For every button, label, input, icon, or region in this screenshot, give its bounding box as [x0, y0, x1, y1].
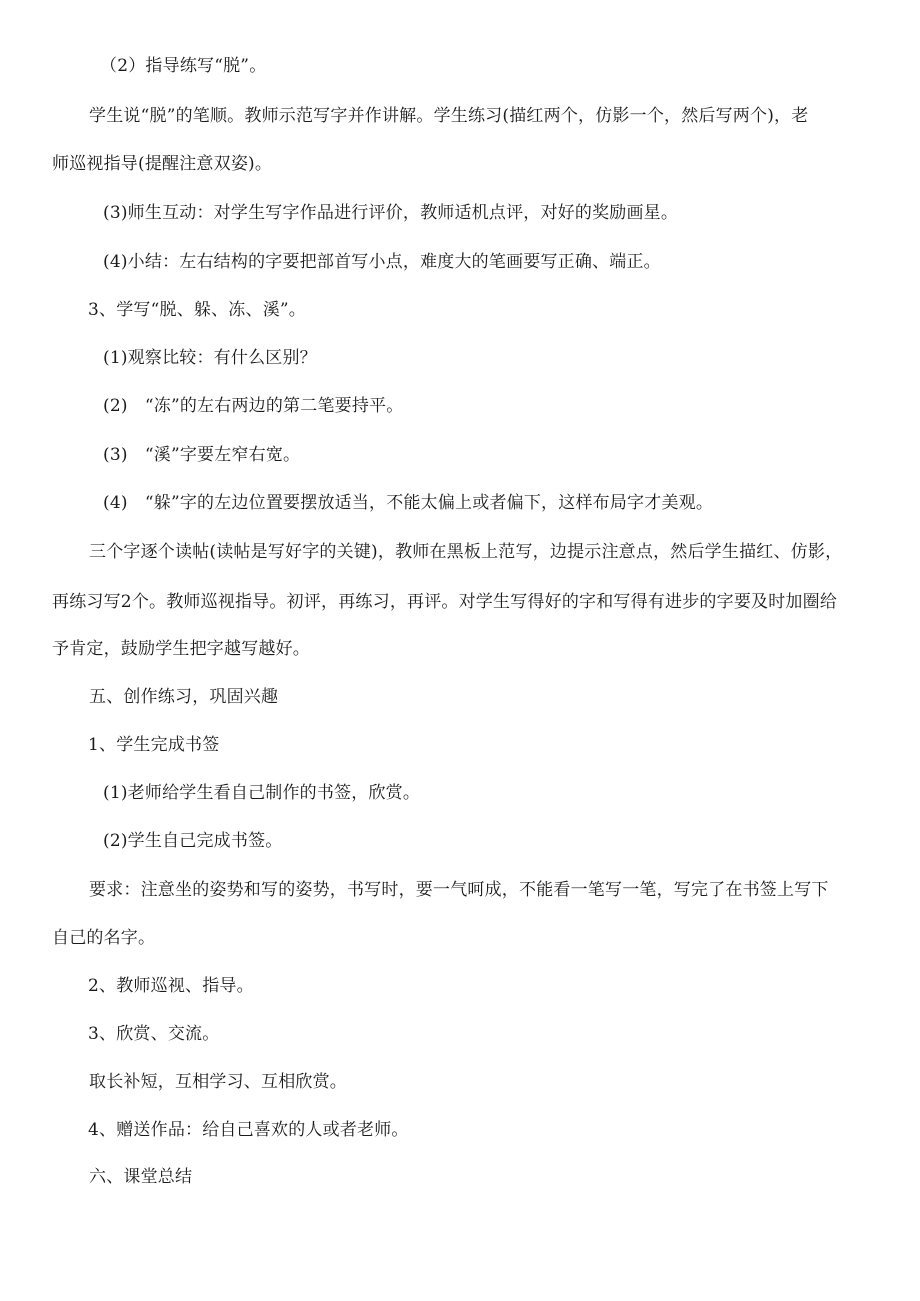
- paragraph-line: 予肯定，鼓励学生把字越写越好。: [52, 639, 310, 659]
- subsection-heading: 3、欣赏、交流。: [88, 1024, 220, 1044]
- list-item: (1)老师给学生看自己制作的书签，欣赏。: [103, 783, 421, 803]
- list-item: (2)学生自己完成书签。: [103, 831, 283, 851]
- paragraph-line: 自己的名字。: [52, 928, 156, 948]
- paragraph-line: 取长补短，互相学习、互相欣赏。: [89, 1072, 347, 1092]
- list-item: (2) “冻”的左右两边的第二笔要持平。: [103, 396, 404, 416]
- list-item: (4) “躲”字的左边位置要摆放适当，不能太偏上或者偏下，这样布局字才美观。: [103, 493, 714, 513]
- section-3-heading: 3、学写“脱、躲、冻、溪”。: [88, 300, 306, 320]
- paragraph-line: 要求：注意坐的姿势和写的姿势，书写时，要一气呵成，不能看一笔写一笔，写完了在书签上写下: [89, 880, 829, 900]
- section-6-heading: 六、课堂总结: [89, 1167, 193, 1187]
- subitem-4: (4)小结：左右结构的字要把部首写小点，难度大的笔画要写正确、端正。: [103, 252, 661, 272]
- subsection-heading: 1、学生完成书签: [88, 735, 220, 755]
- list-item: (3) “溪”字要左窄右宽。: [103, 445, 301, 465]
- section-5-heading: 五、创作练习，巩固兴趣: [89, 687, 279, 707]
- subitem-3: (3)师生互动：对学生写字作品进行评价，教师适机点评，对好的奖励画星。: [103, 203, 679, 223]
- paragraph-line: 再练习写2个。教师巡视指导。初评，再练习，再评。对学生写得好的字和写得有进步的字要及时加圈给: [52, 592, 838, 612]
- list-item: (1)观察比较：有什么区别？: [103, 348, 317, 368]
- paragraph-line: 学生说“脱”的笔顺。教师示范写字并作讲解。学生练习(描红两个，仿影一个，然后写两个)，老: [89, 106, 809, 126]
- subitem-2-heading: （2）指导练写“脱”。: [100, 56, 267, 76]
- subsection-heading: 2、教师巡视、指导。: [88, 976, 254, 996]
- paragraph-line: 师巡视指导(提醒注意双姿)。: [52, 154, 273, 174]
- paragraph-line: 三个字逐个读帖(读帖是写好字的关键)，教师在黑板上范写，边提示注意点，然后学生描红、仿影，: [89, 542, 843, 562]
- subsection-heading: 4、赠送作品：给自己喜欢的人或者老师。: [88, 1120, 409, 1140]
